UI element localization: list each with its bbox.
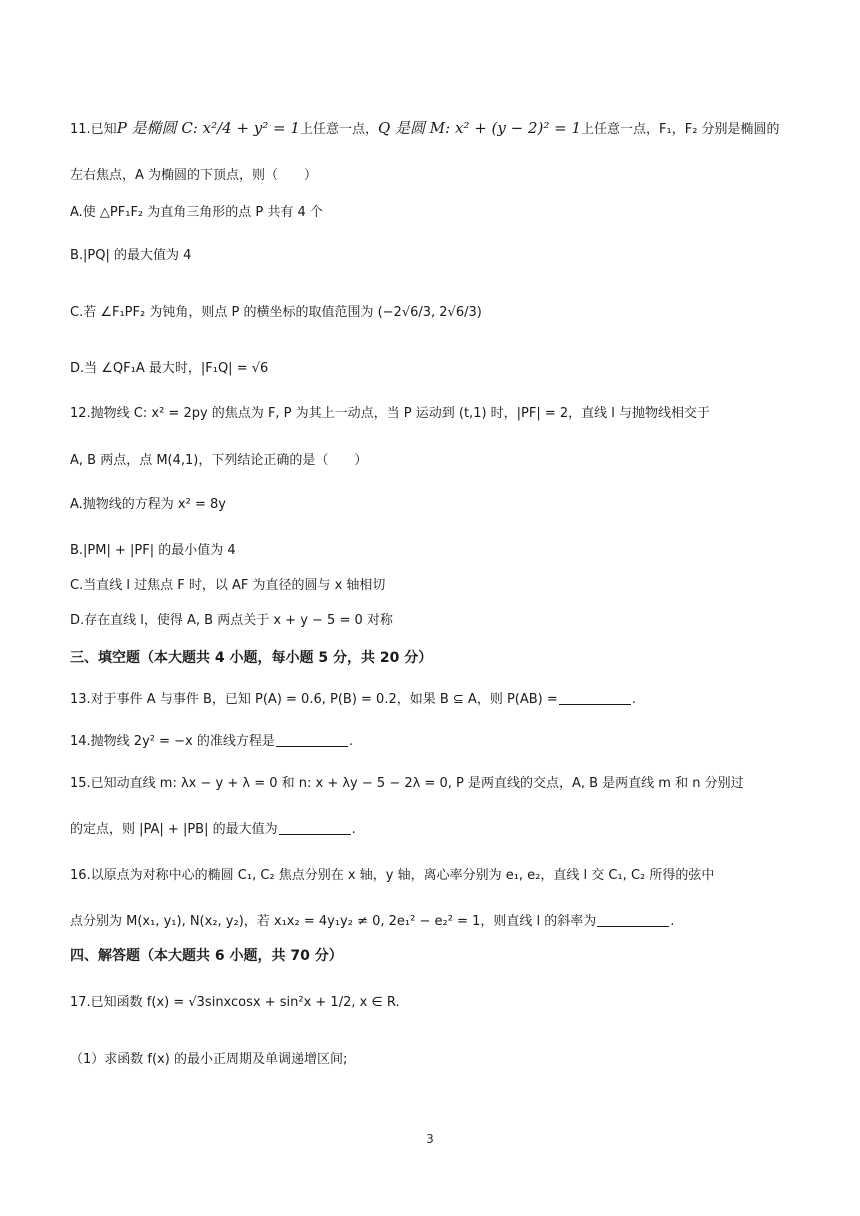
q11-circle-eq: Q 是圆 M: x² + (y − 2)² = 1 (377, 119, 582, 137)
q12-line1: 12.抛物线 C: x² = 2py 的焦点为 F, P 为其上一动点，当 P 运动到 (t,1) 时，|PF| = 2，直线 l 与抛物线相交于 (70, 406, 711, 421)
q11-ellipse-eq: P 是椭圆 C: x²/4 + y² = 1 (116, 119, 300, 137)
q15-text: 的定点，则 |PA| + |PB| 的最大值为 (70, 822, 278, 837)
q12-option-c: C.当直线 l 过焦点 F 时，以 AF 为直径的圆与 x 轴相切 (70, 578, 386, 593)
q11-tail: 上任意一点，F₁，F₂ 分别是椭圆的 (581, 122, 780, 137)
q17-sub1: （1）求函数 f(x) 的最小正周期及单调递增区间; (70, 1052, 348, 1067)
q17-line1: 17.已知函数 f(x) = √3sinxcosx + sin²x + 1/2, x ∈ R. (70, 995, 400, 1010)
q14-text: 14.抛物线 2y² = −x 的准线方程是 (70, 734, 275, 749)
q11-option-b: B.|PQ| 的最大值为 4 (70, 248, 192, 263)
answer-blank (559, 690, 631, 705)
q16-text: 点分别为 M(x₁, y₁), N(x₂, y₂)，若 x₁x₂ = 4y₁y₂ ≠ 0, 2e₁² − e₂² = 1，则直线 l 的斜率为 (70, 914, 597, 929)
q12-option-a: A.抛物线的方程为 x² = 8y (70, 497, 226, 512)
q14-end: . (348, 734, 353, 749)
answer-blank (276, 732, 348, 747)
q11-option-a: A.使 △PF₁F₂ 为直角三角形的点 P 共有 4 个 (70, 205, 323, 220)
q11-prefix: 11.已知 (70, 122, 117, 137)
q16-end: . (670, 914, 675, 929)
q14 (70, 732, 800, 752)
q15-line2 (70, 820, 800, 840)
q13-text: 13.对于事件 A 与事件 B，已知 P(A) = 0.6, P(B) = 0.2，如果 B ⊆ A，则 P(AB) = (70, 692, 558, 707)
q16-line1: 16.以原点为对称中心的椭圆 C₁, C₂ 焦点分别在 x 轴，y 轴，离心率分别为 e₁, e₂，直线 l 交 C₁, C₂ 所得的弦中 (70, 868, 715, 883)
q11-line1 (70, 118, 800, 140)
q13 (70, 690, 800, 710)
q15-end: . (351, 822, 356, 837)
section-3-heading: 三、填空题（本大题共 4 小题，每小题 5 分，共 20 分） (70, 650, 433, 666)
q11-line2: 左右焦点，A 为椭圆的下顶点，则（ ） (70, 168, 318, 183)
q11-option-d: D.当 ∠QF₁A 最大时，|F₁Q| = √6 (70, 361, 269, 376)
q15-line1: 15.已知动直线 m: λx − y + λ = 0 和 n: x + λy − 5 − 2λ = 0, P 是两直线的交点，A, B 是两直线 m 和 n 分别过 (70, 776, 744, 791)
q12-option-d: D.存在直线 l，使得 A, B 两点关于 x + y − 5 = 0 对称 (70, 613, 393, 628)
q11-mid: 上任意一点， (299, 122, 378, 137)
q13-end: . (631, 692, 636, 707)
section-4-heading: 四、解答题（本大题共 6 小题，共 70 分） (70, 948, 343, 964)
page-number: 3 (426, 1132, 434, 1146)
answer-blank (597, 912, 669, 927)
q16-line2 (70, 912, 800, 932)
q11-option-c: C.若 ∠F₁PF₂ 为钝角，则点 P 的横坐标的取值范围为 (−2√6/3, 2√6/3) (70, 305, 482, 320)
answer-blank (279, 820, 351, 835)
q12-option-b: B.|PM| + |PF| 的最小值为 4 (70, 543, 236, 558)
q12-line2: A, B 两点，点 M(4,1)，下列结论正确的是（ ） (70, 453, 368, 468)
